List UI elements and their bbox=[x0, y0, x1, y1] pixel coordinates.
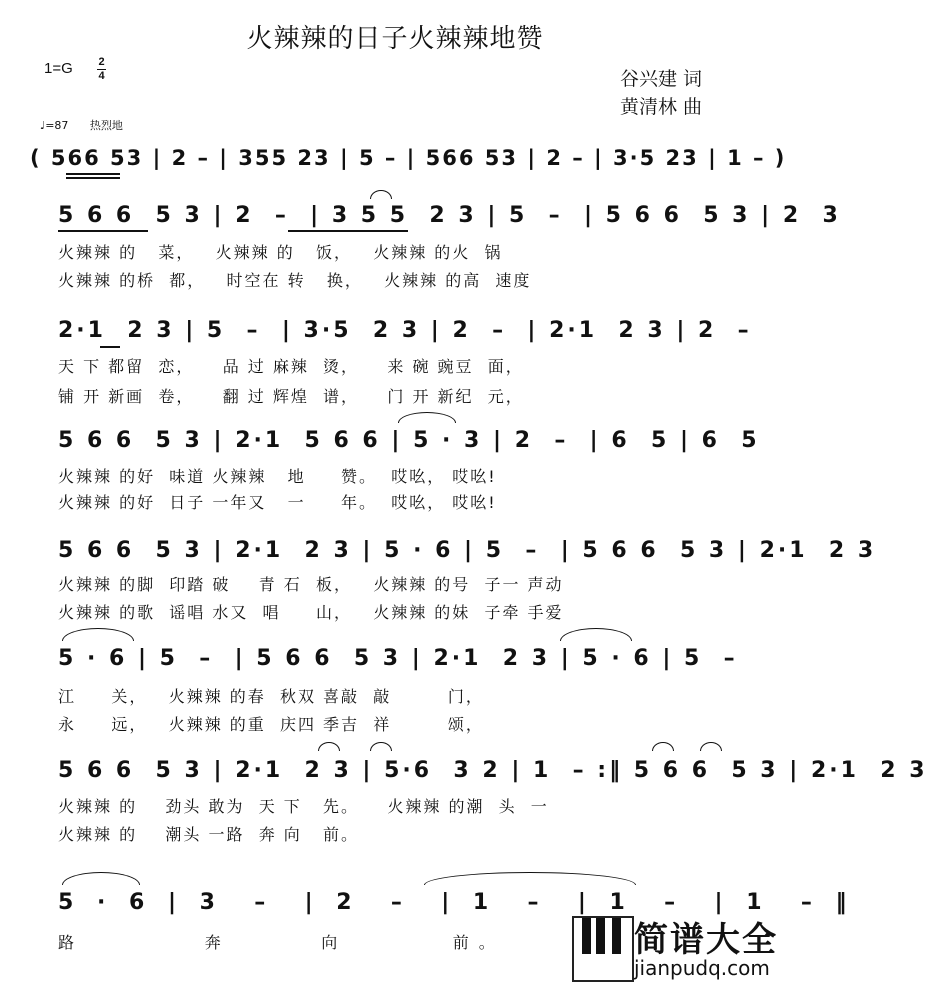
row-3-slur bbox=[398, 412, 456, 423]
row-5-lyric-verse-1: 江 关， 火辣辣 的春 秋双 喜敲 敲 门， bbox=[58, 687, 484, 706]
row-1-notes: 5 6 6 5 3 | 2 – | 3 5 5 2 3 | 5 – | 5 6 6 5 3 | 2 3 bbox=[58, 203, 841, 228]
row-3-lyric-verse-1: 火辣辣 的好 味道 火辣辣 地 赞。 哎吆， 哎吆! bbox=[58, 467, 497, 486]
row-7-notes: 5 · 6 | 3 – | 2 – | 1 – | 1 – | 1 – ‖ bbox=[58, 890, 855, 915]
intro-underline bbox=[66, 177, 120, 179]
piano-key-icon bbox=[582, 918, 591, 954]
row-6-lyric-verse-2: 火辣辣 的 潮头 一路 奔 向 前。 bbox=[58, 825, 360, 844]
row-7-slur bbox=[424, 872, 636, 885]
row-7-lyric: 路 奔 向 前。 bbox=[58, 933, 505, 952]
row-6-lyric-verse-1: 火辣辣 的 劲头 敢为 天 下 先。 火辣辣 的潮 头 一 bbox=[58, 797, 549, 816]
row-6-slur bbox=[652, 742, 674, 751]
time-signature bbox=[97, 57, 106, 82]
row-1-lyric-verse-2: 火辣辣 的桥 都， 时空在 转 换， 火辣辣 的高 速度 bbox=[58, 271, 532, 290]
watermark-title: 简谱大全 bbox=[634, 920, 778, 960]
row-2-lyric-verse-1: 天 下 都留 恋， 品 过 麻辣 烫， 来 碗 豌豆 面， bbox=[58, 357, 524, 376]
row-5-notes: 5 · 6 | 5 – | 5 6 6 5 3 | 2·1 2 3 | 5 · 6 | 5 – bbox=[58, 646, 738, 671]
row-5-lyric-verse-2: 永 远， 火辣辣 的重 庆四 季吉 祥 颂， bbox=[58, 715, 484, 734]
row-2-lyric-verse-2: 铺 开 新画 卷， 翻 过 辉煌 谱， 门 开 新纪 元， bbox=[58, 387, 524, 406]
piano-logo-icon bbox=[572, 916, 634, 982]
row-6-slur bbox=[370, 742, 392, 751]
row-1-underline bbox=[288, 230, 408, 232]
lyricist-credit: 谷兴建 词 bbox=[620, 68, 703, 90]
piano-key-icon bbox=[612, 918, 621, 954]
row-5-slur bbox=[560, 628, 632, 641]
row-2-notes: 2·1 2 3 | 5 – | 3·5 2 3 | 2 – | 2·1 2 3 | 2 – bbox=[58, 318, 752, 343]
tempo-marking bbox=[40, 117, 123, 133]
watermark-url: jianpudq.com bbox=[634, 956, 770, 980]
piano-key-icon bbox=[596, 918, 605, 954]
time-sig-top: 2 bbox=[98, 56, 105, 68]
row-4-lyric-verse-2: 火辣辣 的歌 谣唱 水又 唱 山， 火辣辣 的妹 子牵 手爱 bbox=[58, 603, 564, 622]
tempo-value: ♩=87 bbox=[40, 119, 69, 132]
composer-credit: 黄清林 曲 bbox=[620, 96, 703, 118]
row-4-lyric-verse-1: 火辣辣 的脚 印踏 破 青 石 板， 火辣辣 的号 子一 声动 bbox=[58, 575, 564, 594]
row-1-lyric-verse-1: 火辣辣 的 菜， 火辣辣 的 饭， 火辣辣 的火 锅 bbox=[58, 243, 503, 262]
row-6-slur bbox=[318, 742, 340, 751]
row-3-lyric-verse-2: 火辣辣 的好 日子 一年又 一 年。 哎吆， 哎吆! bbox=[58, 493, 497, 512]
row-7-slur bbox=[62, 872, 140, 885]
expression-marking: 热烈地 bbox=[89, 119, 123, 132]
song-title: 火辣辣的日子火辣辣地赞 bbox=[246, 24, 544, 54]
row-6-slur bbox=[700, 742, 722, 751]
intro-notes: ( 566 53 | 2 – | 355 23 | 5 – | 566 53 | 2 – | 3·5 23 | 1 – ) bbox=[30, 146, 787, 170]
intro-underline bbox=[66, 173, 120, 175]
row-5-slur bbox=[62, 628, 134, 641]
row-1-underline bbox=[58, 230, 148, 232]
row-4-notes: 5 6 6 5 3 | 2·1 2 3 | 5 · 6 | 5 – | 5 6 6 5 3 | 2·1 2 3 bbox=[58, 538, 877, 563]
row-6-notes: 5 6 6 5 3 | 2·1 2 3 | 5·6 3 2 | 1 – :‖ 5 6 6 5 3 | 2·1 2 3 bbox=[58, 758, 928, 783]
row-3-notes: 5 6 6 5 3 | 2·1 5 6 6 | 5 · 3 | 2 – | 6 5 | 6 5 bbox=[58, 428, 760, 453]
key-signature: 1=G bbox=[44, 60, 73, 77]
row-2-underline bbox=[100, 346, 120, 348]
row-1-slur bbox=[370, 190, 392, 199]
time-sig-bottom: 4 bbox=[98, 70, 105, 82]
